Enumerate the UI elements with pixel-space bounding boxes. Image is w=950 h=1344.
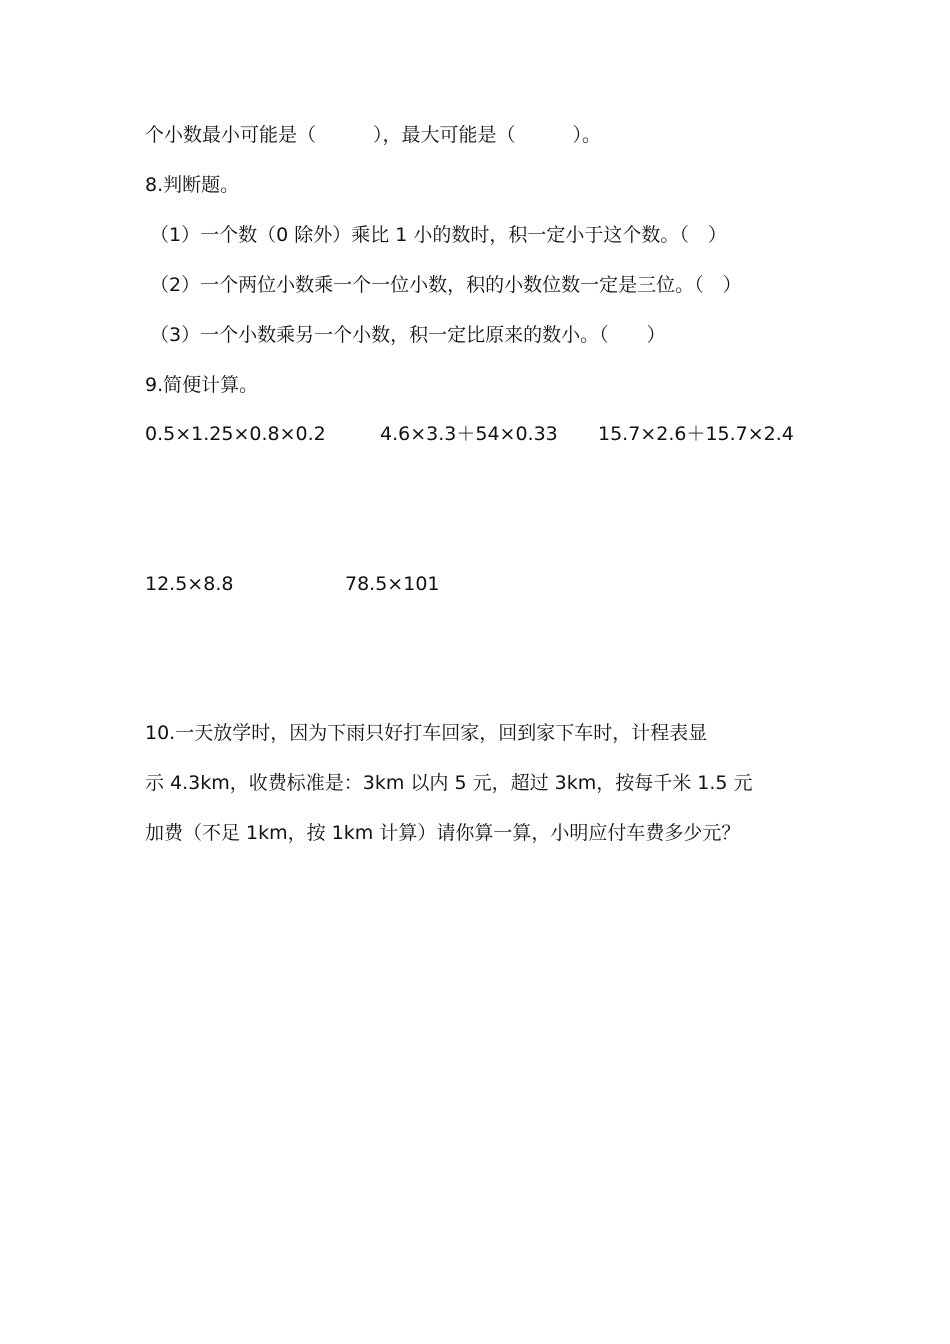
q8-item-2: （2）一个两位小数乘一个一位小数，积的小数位数一定是三位。（ ） — [150, 274, 742, 296]
q9-title: 9.简便计算。 — [145, 374, 259, 396]
q8-title: 8.判断题。 — [145, 174, 240, 196]
q9-calc-row-2 — [145, 571, 440, 675]
q9-expression-5: 78.5×101 — [345, 573, 440, 595]
q7-continuation: 个小数最小可能是（ ），最大可能是（ ）。 — [145, 124, 602, 146]
q10-line-3: 加费（不足 1km，按 1km 计算）请你算一算，小明应付车费多少元？ — [145, 822, 741, 844]
q9-calc-row-1 — [145, 421, 794, 551]
q9-expression-1: 0.5×1.25×0.8×0.2 — [145, 423, 326, 445]
q8-item-1: （1）一个数（0 除外）乘比 1 小的数时，积一定小于这个数。（ ） — [150, 224, 727, 246]
q8-item-3: （3）一个小数乘另一个小数，积一定比原来的数小。（ ） — [150, 324, 666, 346]
q9-expression-2: 4.6×3.3＋54×0.33 — [380, 423, 558, 445]
q10-line-1: 10.一天放学时，因为下雨只好打车回家，回到家下车时，计程表显 — [145, 722, 708, 744]
q9-expression-3: 15.7×2.6＋15.7×2.4 — [598, 423, 794, 445]
q9-expression-4: 12.5×8.8 — [145, 573, 234, 595]
q10-line-2: 示 4.3km，收费标准是：3km 以内 5 元，超过 3km，按每千米 1.5 元 — [145, 772, 753, 794]
